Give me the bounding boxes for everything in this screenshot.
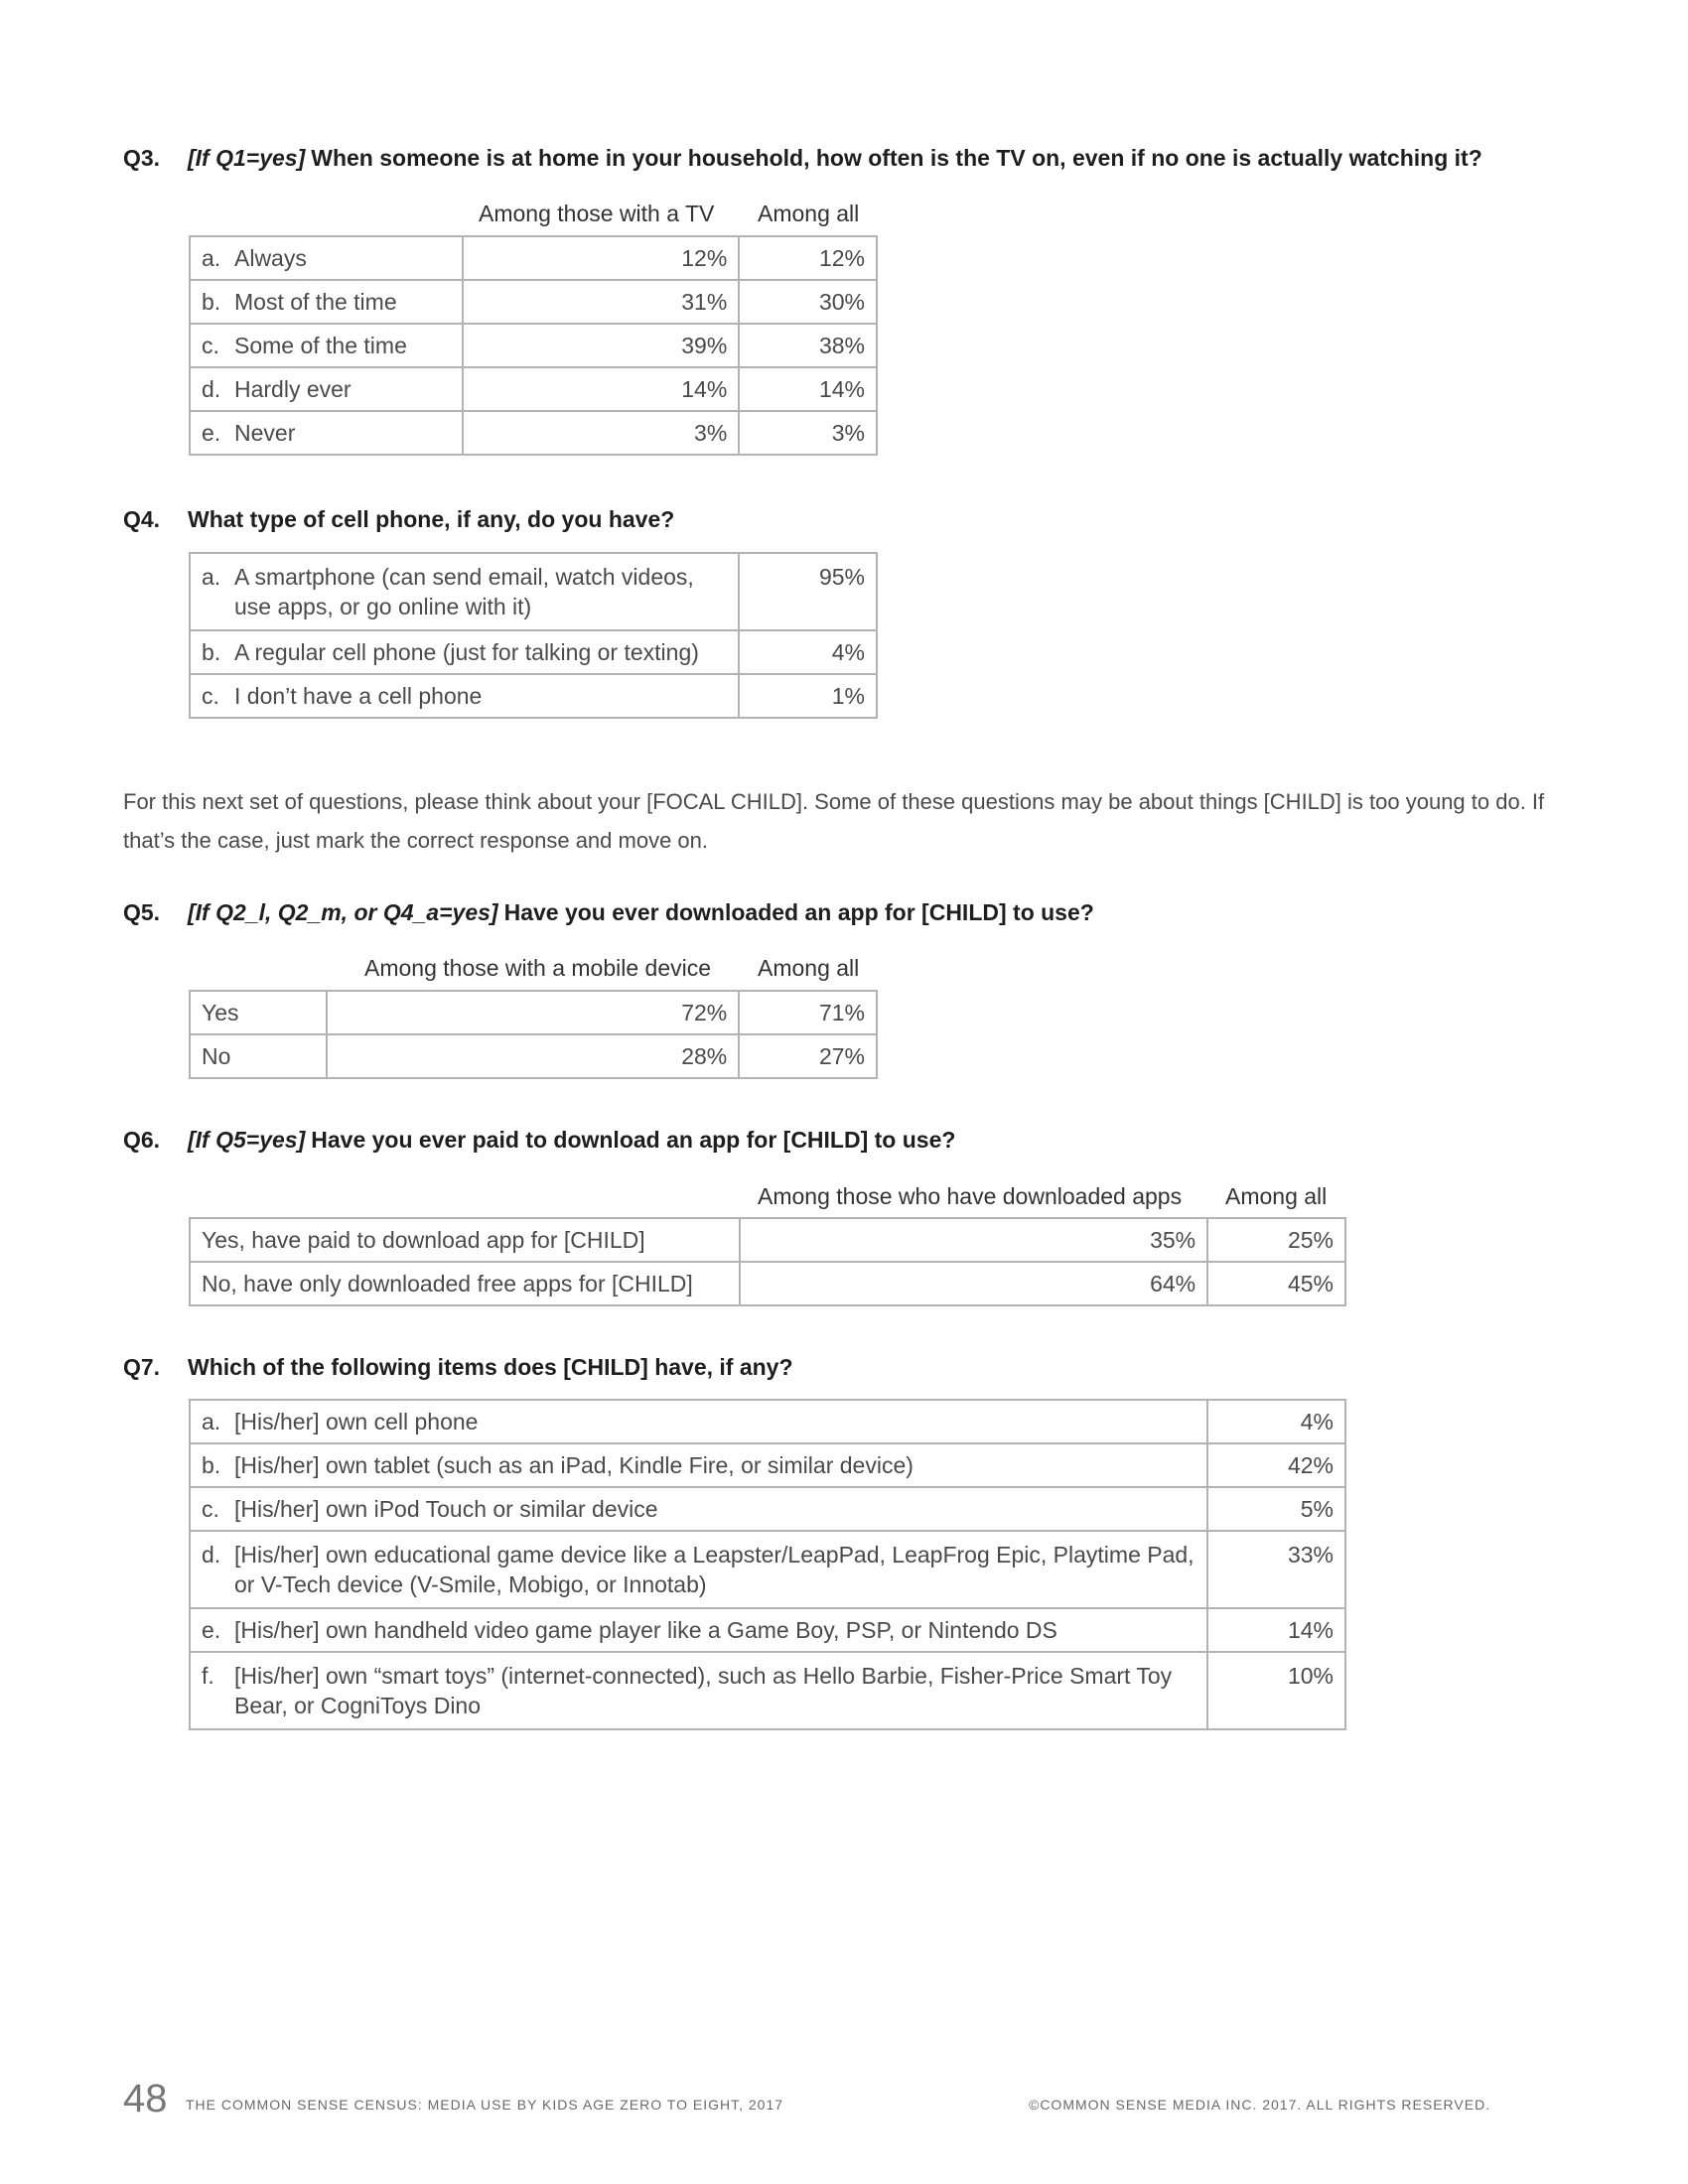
q7-table xyxy=(189,1399,1346,1730)
table-row: No, have only downloaded free apps for [CHILD] 64% 45% xyxy=(190,1262,1345,1305)
table-row: e. [His/her] own handheld video game player like a Game Boy, PSP, or Nintendo DS 14% xyxy=(190,1608,1345,1652)
q6-table xyxy=(189,1217,1346,1306)
intro-paragraph: For this next set of questions, please think about your [FOCAL CHILD]. Some of these questions may be about things [CHILD] is too young to do. If that’s the case, just mark the correct response and move on. xyxy=(123,789,1545,853)
table-row: No 28% 27% xyxy=(190,1034,877,1078)
q3-col2-header: Among all xyxy=(758,201,860,226)
q6-col2-header: Among all xyxy=(1225,1183,1328,1209)
q5-heading: Q5. [If Q2_l, Q2_m, or Q4_a=yes] Have you ever downloaded an app for [CHILD] to use? xyxy=(123,899,1094,925)
q3-table xyxy=(189,235,878,456)
footer-copyright: ©COMMON SENSE MEDIA INC. 2017. ALL RIGHTS RESERVED. xyxy=(1029,2097,1491,2113)
table-row: a. [His/her] own cell phone 4% xyxy=(190,1400,1345,1443)
q4-heading: Q4. What type of cell phone, if any, do you have? xyxy=(123,506,675,532)
table-row: c. [His/her] own iPod Touch or similar device 5% xyxy=(190,1487,1345,1531)
q4-table xyxy=(189,552,878,719)
table-row: b. Most of the time 31% 30% xyxy=(190,280,877,324)
table-row: d. Hardly ever 14% 14% xyxy=(190,367,877,411)
q6-col1-header: Among those who have downloaded apps xyxy=(758,1183,1183,1209)
q5-col2-header: Among all xyxy=(758,955,860,981)
table-row: f. [His/her] own “smart toys” (internet-connected), such as Hello Barbie, Fisher-Price Smart Toy Bear, or CogniToys Dino 10% xyxy=(190,1652,1345,1729)
q3-heading: Q3. [If Q1=yes] When someone is at home in your household, how often is the TV on, even if no one is actually watching it? xyxy=(123,145,1482,171)
table-row: e. Never 3% 3% xyxy=(190,411,877,455)
table-row: b. A regular cell phone (just for talking or texting) 4% xyxy=(190,630,877,674)
page-number: 48 xyxy=(123,2077,168,2120)
table-row: c. Some of the time 39% 38% xyxy=(190,324,877,367)
q7-heading: Q7. Which of the following items does [CHILD] have, if any? xyxy=(123,1354,793,1380)
table-row: Yes 72% 71% xyxy=(190,991,877,1034)
table-row: a. A smartphone (can send email, watch videos, use apps, or go online with it) 95% xyxy=(190,553,877,630)
table-row: b. [His/her] own tablet (such as an iPad, Kindle Fire, or similar device) 42% xyxy=(190,1443,1345,1487)
table-row: Yes, have paid to download app for [CHILD] 35% 25% xyxy=(190,1218,1345,1262)
table-row: d. [His/her] own educational game device like a Leapster/LeapPad, LeapFrog Epic, Playtime Pad, or V-Tech device (V-Smile, Mobigo, or Innotab) 33% xyxy=(190,1531,1345,1608)
q3-col1-header: Among those with a TV xyxy=(479,201,715,226)
q6-heading: Q6. [If Q5=yes] Have you ever paid to download an app for [CHILD] to use? xyxy=(123,1127,956,1153)
table-row: a. Always 12% 12% xyxy=(190,236,877,280)
footer-title: THE COMMON SENSE CENSUS: MEDIA USE BY KIDS AGE ZERO TO EIGHT, 2017 xyxy=(186,2097,784,2113)
table-row: c. I don’t have a cell phone 1% xyxy=(190,674,877,718)
q5-col1-header: Among those with a mobile device xyxy=(364,955,712,981)
q5-table xyxy=(189,990,878,1079)
